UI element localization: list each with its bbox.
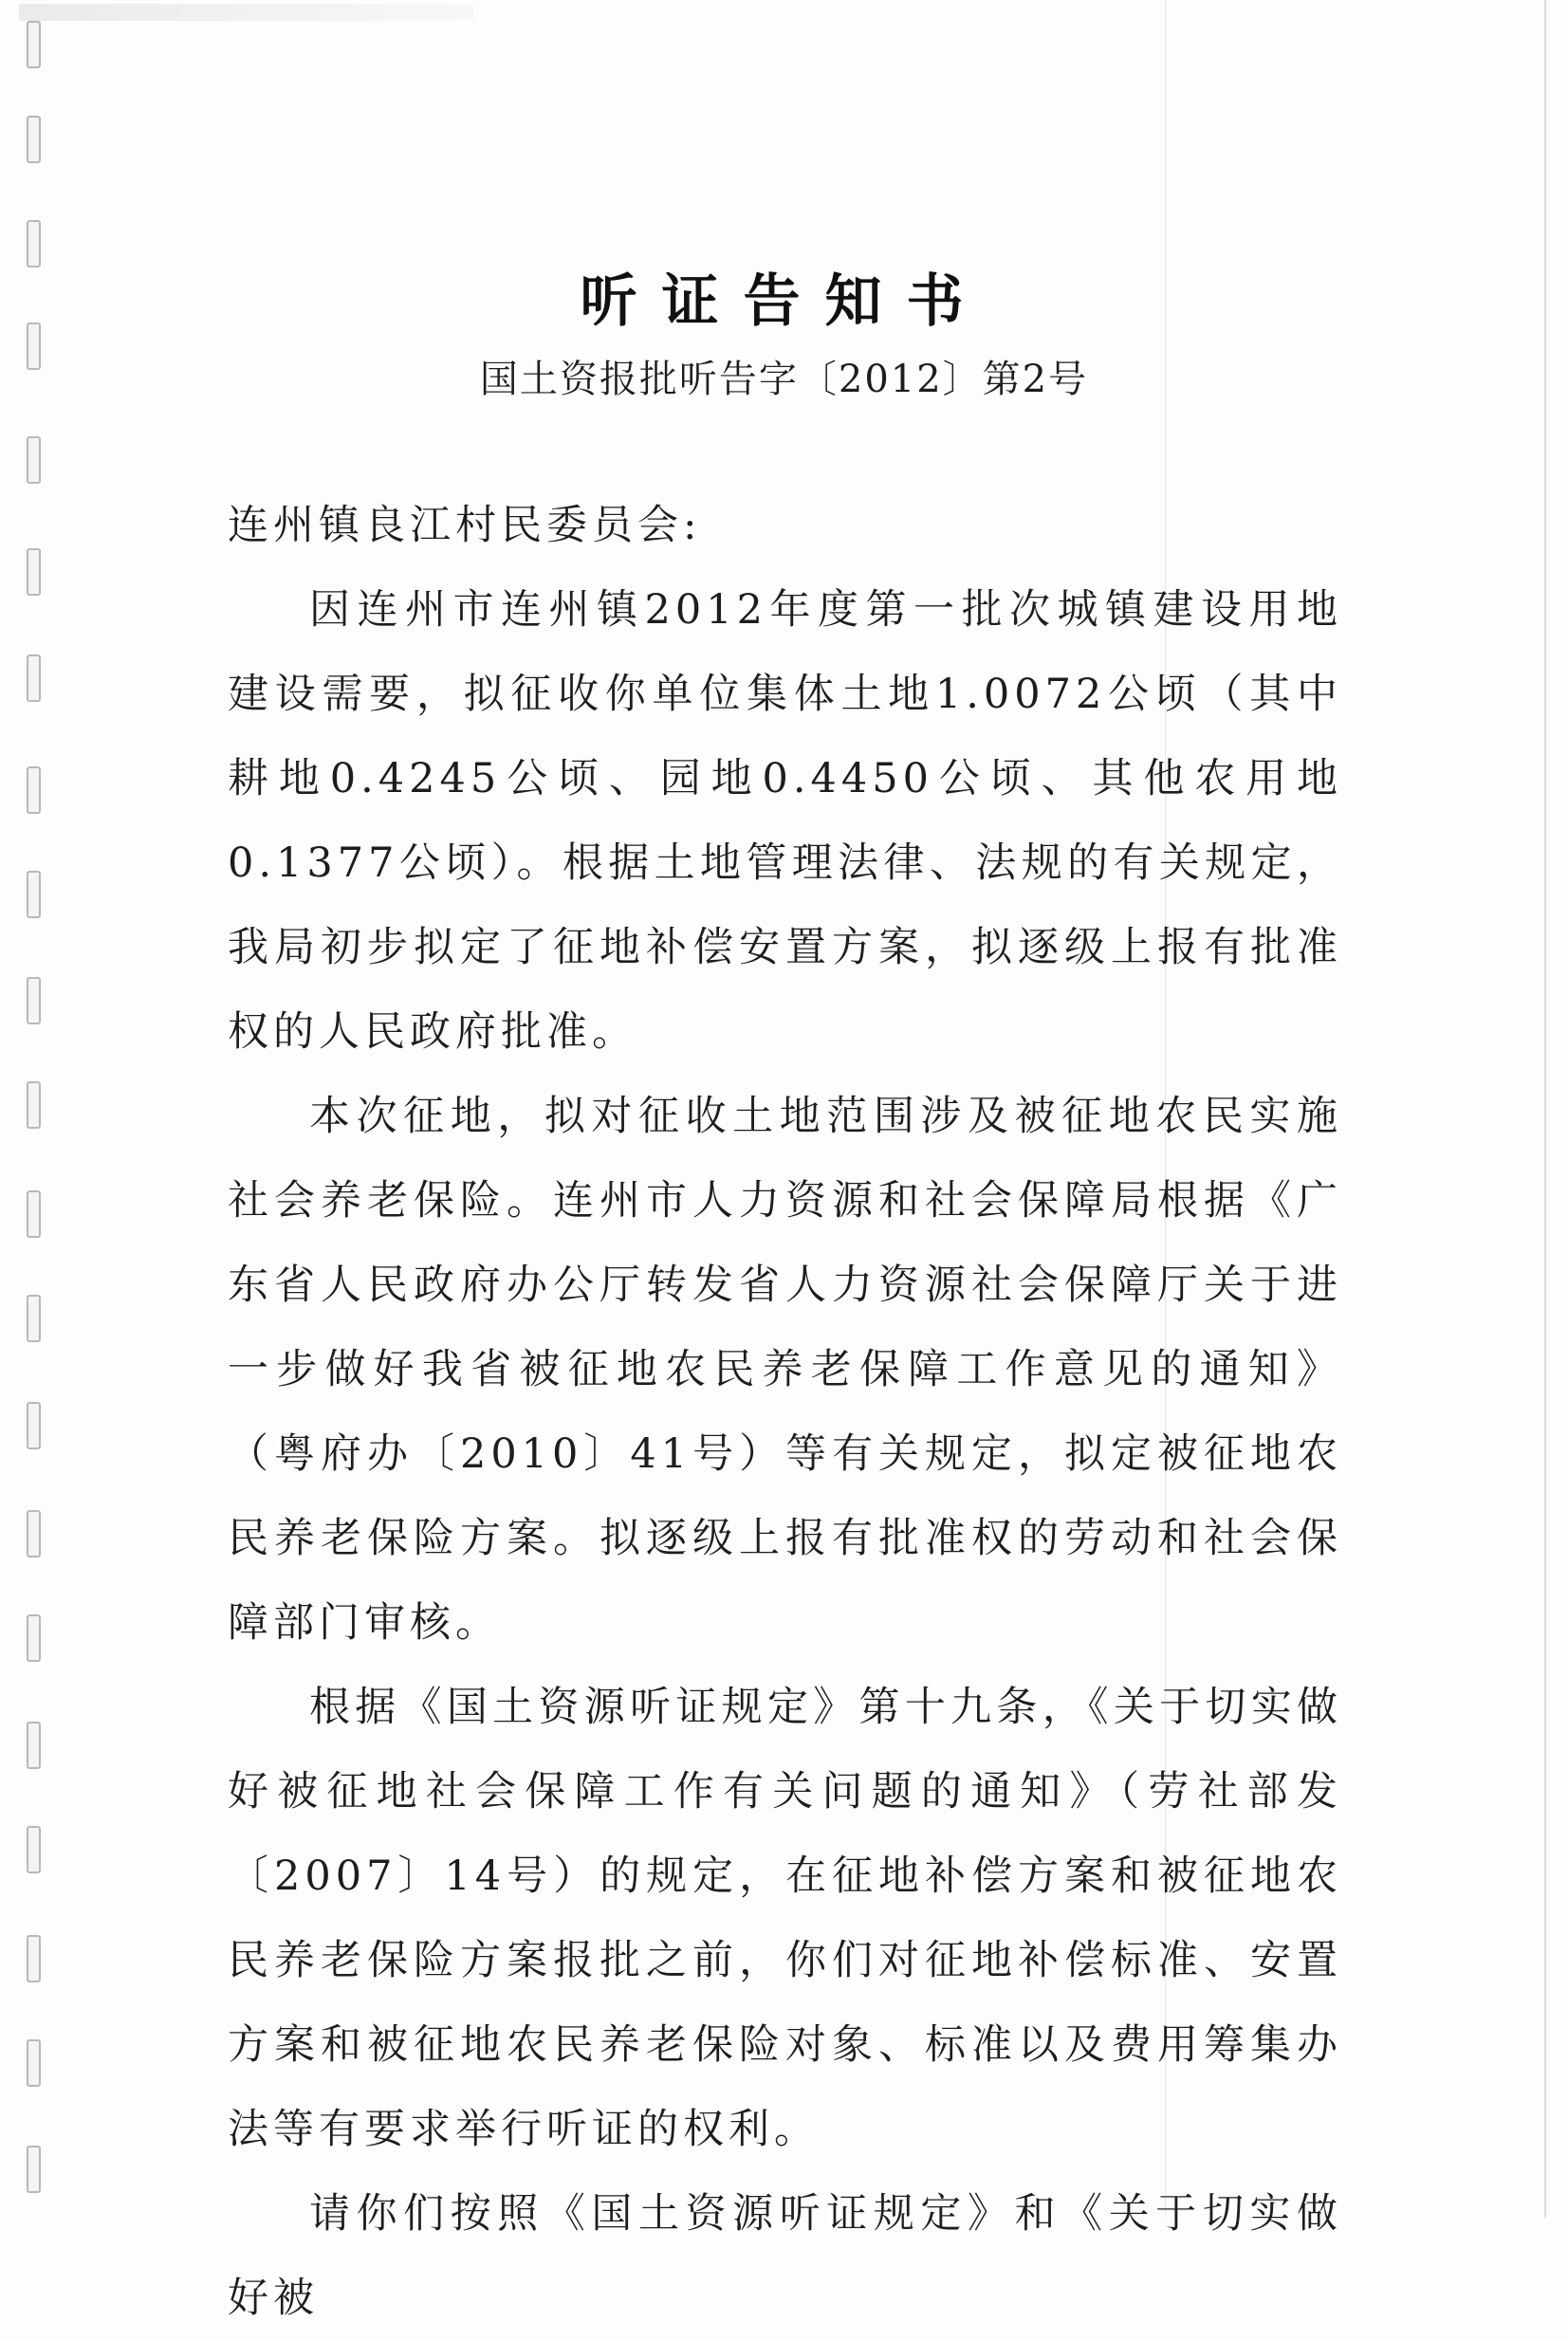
scan-smudge bbox=[19, 4, 474, 21]
binding-hole bbox=[27, 1081, 41, 1129]
binding-hole bbox=[27, 1722, 41, 1769]
binding-hole bbox=[27, 436, 41, 484]
binding-hole bbox=[27, 654, 41, 702]
binding-hole bbox=[27, 1510, 41, 1558]
paragraph-pension-insurance: 本次征地，拟对征收土地范围涉及被征地农民实施社会养老保险。连州市人力资源和社会保障局根据《广东省人民政府办公厅转发省人力资源社会保障厅关于进一步做好我省被征地农民养老保障工作意见的通知》（粤府办〔2010〕41号）等有关规定，拟定被征地农民养老保险方案。拟逐级上报有批准权的劳动和社会保障部门审核。 bbox=[228, 1093, 1342, 1647]
binding-hole bbox=[27, 871, 41, 918]
binding-hole bbox=[27, 1614, 41, 1662]
binding-hole bbox=[27, 548, 41, 596]
paragraph-hearing-request: 请你们按照《国土资源听证规定》和《关于切实做好被 bbox=[228, 2190, 1342, 2322]
document-title: 听证告知书 bbox=[580, 268, 988, 335]
binding-hole bbox=[27, 21, 41, 68]
paragraph-land-requisition: 因连州市连州镇2012年度第一批次城镇建设用地建设需要，拟征收你单位集体土地1.0072公顷（其中耕地0.4245公顷、园地0.4450公顷、其他农用地0.1377公顷）。根据土地管理法律、法规的有关规定，我局初步拟定了征地补偿安置方案，拟逐级上报有批准权的人民政府批准。 bbox=[228, 586, 1342, 1056]
salutation: 连州镇良江村民委员会: bbox=[228, 502, 702, 549]
document-number: 国土资报批听告字〔2012〕第2号 bbox=[479, 358, 1089, 401]
binding-hole bbox=[27, 1190, 41, 1238]
binding-hole bbox=[27, 1826, 41, 1873]
binding-hole bbox=[27, 977, 41, 1024]
binding-hole bbox=[27, 766, 41, 814]
binding-hole bbox=[27, 1935, 41, 1982]
paragraph-hearing-rights: 根据《国土资源听证规定》第十九条，《关于切实做好被征地社会保障工作有关问题的通知》（劳社部发〔2007〕14号）的规定，在征地补偿方案和被征地农民养老保险方案报批之前，你们对征地补偿标准、安置方案和被征地农民养老保险对象、标准以及费用筹集办法等有要求举行听证的权利。 bbox=[228, 1684, 1342, 2153]
document-body bbox=[228, 484, 1342, 2341]
binding-hole bbox=[27, 116, 41, 163]
binding-hole bbox=[27, 1295, 41, 1342]
binding-hole bbox=[27, 2146, 41, 2193]
binding-hole bbox=[27, 2039, 41, 2087]
binding-hole bbox=[27, 1402, 41, 1449]
